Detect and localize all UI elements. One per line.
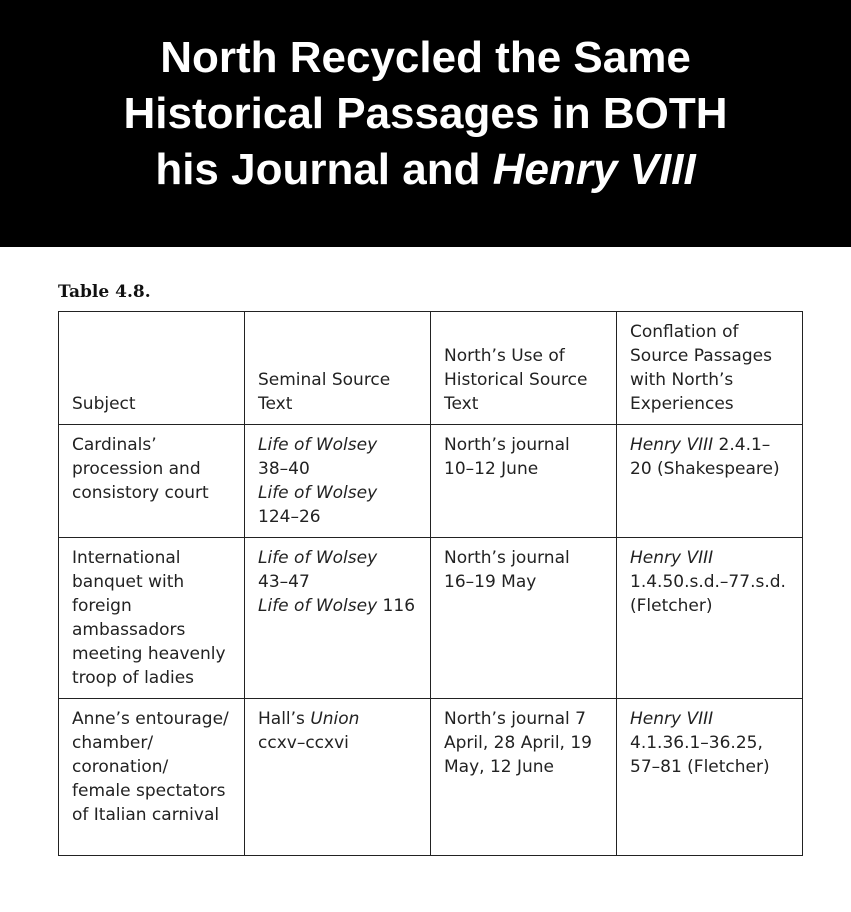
seminal-italic-text: Life of Wolsey <box>258 435 378 455</box>
comparison-table <box>58 311 803 856</box>
conflation-italic-text: Henry VIII <box>630 709 714 729</box>
seminal-italic-text: Life of Wolsey <box>258 483 378 503</box>
conflation-italic-text: Henry VIII <box>630 548 714 568</box>
seminal-plain-text: ccxv–ccxvi <box>258 733 349 753</box>
banner-line-1: North Recycled the Same <box>160 33 691 82</box>
cell-north-use: North’s journal 16–19 May <box>431 538 617 699</box>
conflation-plain-text: 1.4.50.s.d.–77.s.d. (Fletcher) <box>630 572 786 616</box>
seminal-italic-text: Union <box>310 709 360 729</box>
cell-seminal-source <box>245 425 431 538</box>
banner-line-3-italic: Henry VIII <box>492 145 696 194</box>
cell-conflation <box>617 538 803 699</box>
cell-seminal-source <box>245 538 431 699</box>
table-header-row <box>59 312 803 425</box>
banner-line-2: Historical Passages in BOTH <box>123 89 728 138</box>
seminal-plain-text: 116 <box>377 596 416 616</box>
seminal-italic-text: Life of Wolsey <box>258 548 378 568</box>
cell-seminal-source <box>245 699 431 856</box>
seminal-plain-text: 124–26 <box>258 507 321 527</box>
conflation-italic-text: Henry VIII <box>630 435 714 455</box>
conflation-plain-text: 2.4.1–20 (Shakespeare) <box>630 435 780 479</box>
cell-conflation <box>617 699 803 856</box>
header-north-use: North’s Use of Historical Source Text <box>431 312 617 425</box>
banner-line-3 <box>0 142 851 198</box>
table-row <box>59 699 803 856</box>
cell-subject: Anne’s entourage/ chamber/ coronation/ female spectators of Italian carnival <box>59 699 245 856</box>
header-seminal-source: Seminal Source Text <box>245 312 431 425</box>
cell-north-use: North’s journal 10–12 June <box>431 425 617 538</box>
cell-subject: International banquet with foreign ambassadors meeting heavenly troop of ladies <box>59 538 245 699</box>
table-row <box>59 538 803 699</box>
cell-north-use: North’s journal 7 April, 28 April, 19 May, 12 June <box>431 699 617 856</box>
seminal-plain-text: 38–40 <box>258 459 310 479</box>
seminal-plain-text: Hall’s <box>258 709 311 729</box>
table-caption: Table 4.8. <box>58 282 151 302</box>
conflation-plain-text: 4.1.36.1–36.25, 57–81 (Fletcher) <box>630 733 770 777</box>
cell-subject: Cardinals’ procession and consistory court <box>59 425 245 538</box>
title-banner <box>0 0 851 247</box>
banner-line-3-prefix: his Journal and <box>155 145 493 194</box>
seminal-plain-text: 43–47 <box>258 572 310 592</box>
table-row <box>59 425 803 538</box>
header-subject: Subject <box>59 312 245 425</box>
cell-conflation <box>617 425 803 538</box>
seminal-italic-text: Life of Wolsey <box>258 596 378 616</box>
header-conflation: Conflation of Source Passages with North’s Experiences <box>617 312 803 425</box>
